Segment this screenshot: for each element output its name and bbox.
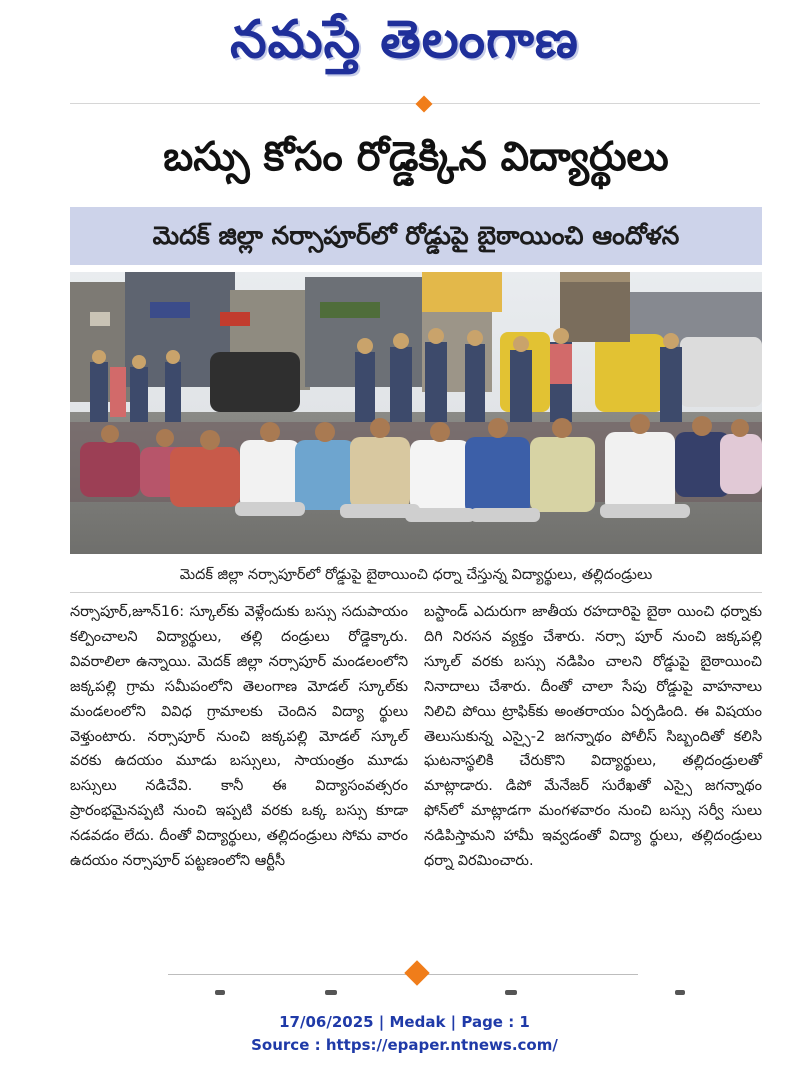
footer-date-edition: 17/06/2025 | Medak | Page : 1 (279, 1013, 530, 1031)
article-subheadline: మెదక్ జిల్లా నర్సాపూర్‌లో రోడ్డుపై బైఠాయించి ఆందోళన (70, 207, 762, 265)
text-fragment (325, 990, 337, 995)
divider-bottom (168, 974, 638, 975)
article-body-right: బస్టాండ్ ఎదురుగా జాతీయ రహదారిపై బైఠా యించి ధర్నాకు దిగి నిరసన వ్యక్తం చేశారు. నర్సా పూర్ నుంచి జక్కపల్లి స్కూల్ వరకు బస్సు నడిపిం చాలని రోడ్డుపై బైఠాయించి నినాదాలు చేశారు. దీంతో చాలా సేపు రోడ్డుపై వాహనాలు నిలిచి పోయి ట్రాఫిక్‌కు అంతరాయం ఏర్పడింది. ఈ విషయం తెలుసుకున్న ఎస్సై-2 జగన్నాథం పోలీస్ సిబ్బందితో కలిసి ఘటనాస్థలికి చేరుకొని విద్యార్థులు, తల్లిదండ్రులతో మాట్లాడారు. డిపో మేనేజర్ సురేఖతో ఎస్సై జగన్నాథం ఫోన్‌లో మాట్లాడగా మంగళవారం నుంచి బస్సు సర్వీ సులు నడిపిస్తామని హామీ ఇవ్వడంతో విద్యా ర్థులు, తల్లిదండ్రులు ధర్నా విరమించారు. (424, 604, 762, 870)
cropped-text-fragments (205, 990, 685, 996)
article-body-left: నర్సాపూర్,జూన్16: స్కూల్‌కు వెళ్లేందుకు బస్సు సదుపాయం కల్పించాలని విద్యార్థులు, తల్లి దండ్రులు రోడ్డెక్కారు. వివరాలిలా ఉన్నాయి. మెదక్ జిల్లా నర్సాపూర్ మండలంలోని జక్కపల్లి గ్రామ సమీపంలోని తెలంగాణ మోడల్ స్కూల్‌కు మండలంలోని వివిధ గ్రామాలకు చెందిన విద్యా ర్థులు వెళ్తుంటారు. నర్సాపూర్ నుంచి జక్కపల్లి మోడల్ స్కూల్ వరకు ఉదయం మూడు బస్సులు, సాయంత్రం మూడు బస్సులు నడిచేవి. కానీ ఈ విద్యాసంవత్సరం ప్రారంభమైనప్పటి నుంచి ఇప్పటి వరకు ఒక్క బస్సు కూడా నడవడం లేదు. దీంతో విద్యార్థులు, తల్లిదండ్రులు సోమ వారం ఉదయం నర్సాపూర్ పట్టణంలోని ఆర్టీసీ (70, 604, 408, 870)
newspaper-logo-title: నమస్తే తెలంగాణ (230, 10, 579, 70)
article-column-left (70, 600, 408, 874)
article-photo (70, 272, 762, 554)
article-headline: బస్సు కోసం రోడ్డెక్కిన విద్యార్థులు (163, 134, 669, 180)
article-column-right (424, 600, 762, 874)
diamond-ornament-icon (416, 96, 433, 113)
text-fragment (675, 990, 685, 995)
masthead (0, 4, 809, 76)
text-fragment (505, 990, 517, 995)
protest-photo-illustration (70, 272, 762, 554)
text-fragment (215, 990, 225, 995)
photo-caption: మెదక్ జిల్లా నర్సాపూర్‌లో రోడ్డుపై బైఠాయించి ధర్నా చేస్తున్న విద్యార్థులు, తల్లిదండ్రులు (70, 558, 762, 593)
diamond-ornament-icon-bottom (404, 960, 429, 985)
footer-source[interactable]: Source : https://epaper.ntnews.com/ (251, 1036, 558, 1054)
